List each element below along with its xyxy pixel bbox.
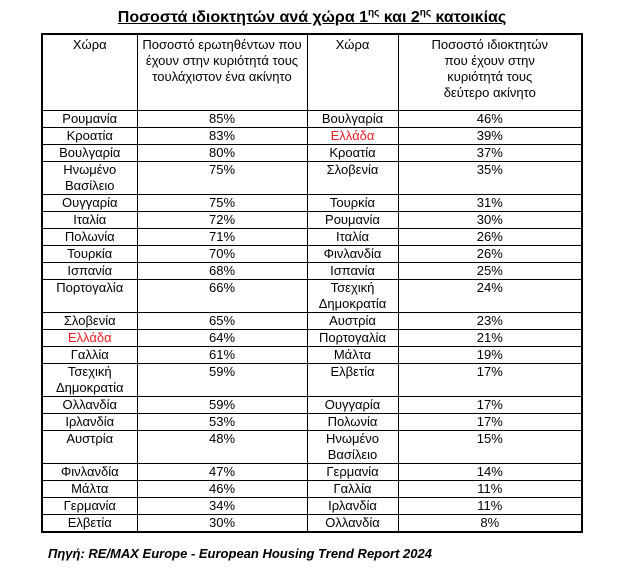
country-cell: Σλοβενία (42, 312, 137, 329)
country-cell: Ισπανία (42, 262, 137, 279)
table-row (42, 346, 582, 363)
value-cell: 83% (137, 127, 307, 144)
title-text-2: και 2 (379, 9, 420, 26)
value-cell: 53% (137, 413, 307, 430)
value-cell: 48% (137, 430, 307, 463)
value-cell: 24% (398, 279, 582, 312)
country-cell: Γερμανία (42, 497, 137, 514)
table-row (42, 211, 582, 228)
value-cell: 75% (137, 161, 307, 194)
value-cell: 46% (137, 480, 307, 497)
table-row (42, 312, 582, 329)
page-title (0, 8, 624, 28)
country-cell: Αυστρία (307, 312, 398, 329)
table-row (42, 228, 582, 245)
value-cell: 85% (137, 110, 307, 127)
value-cell: 14% (398, 463, 582, 480)
value-cell: 31% (398, 194, 582, 211)
country-cell: Πολωνία (42, 228, 137, 245)
country-cell: Πορτογαλία (42, 279, 137, 312)
country-cell: Ιταλία (42, 211, 137, 228)
table-row (42, 497, 582, 514)
table-row (42, 194, 582, 211)
table-row (42, 514, 582, 532)
country-cell: Ιρλανδία (42, 413, 137, 430)
value-cell: 8% (398, 514, 582, 532)
country-cell: Κροατία (307, 144, 398, 161)
value-cell: 68% (137, 262, 307, 279)
table-row (42, 396, 582, 413)
value-cell: 26% (398, 228, 582, 245)
table-row (42, 144, 582, 161)
ownership-table (41, 33, 583, 533)
value-cell: 17% (398, 396, 582, 413)
country-cell: Βουλγαρία (307, 110, 398, 127)
value-cell: 11% (398, 497, 582, 514)
value-cell: 61% (137, 346, 307, 363)
value-cell: 17% (398, 363, 582, 396)
value-cell: 34% (137, 497, 307, 514)
table-row (42, 480, 582, 497)
country-cell: Ισπανία (307, 262, 398, 279)
country-cell: Ηνωμένο Βασίλειο (42, 161, 137, 194)
table-row (42, 127, 582, 144)
value-cell: 47% (137, 463, 307, 480)
value-cell: 75% (137, 194, 307, 211)
country-cell: Τσεχική Δημοκρατία (42, 363, 137, 396)
value-cell: 71% (137, 228, 307, 245)
country-cell: Ολλανδία (42, 396, 137, 413)
value-cell: 30% (398, 211, 582, 228)
country-cell: Πορτογαλία (307, 329, 398, 346)
value-cell: 70% (137, 245, 307, 262)
value-cell: 72% (137, 211, 307, 228)
header-country-first: Χώρα (42, 34, 137, 110)
value-cell: 39% (398, 127, 582, 144)
header-second-residence-percent: Ποσοστό ιδιοκτητών που έχουν στην κυριότητά τους δεύτερο ακίνητο (398, 34, 582, 110)
title-superscript-1: ης (368, 7, 380, 19)
table-row (42, 413, 582, 430)
country-cell: Πολωνία (307, 413, 398, 430)
value-cell: 59% (137, 363, 307, 396)
country-cell: Βουλγαρία (42, 144, 137, 161)
title-text-1: Ποσοστά ιδιοκτητών ανά χώρα 1 (117, 9, 368, 26)
table-header (42, 34, 582, 110)
country-cell: Αυστρία (42, 430, 137, 463)
country-cell: Φινλανδία (42, 463, 137, 480)
country-cell: Σλοβενία (307, 161, 398, 194)
country-cell: Τουρκία (307, 194, 398, 211)
value-cell: 35% (398, 161, 582, 194)
country-cell: Γαλλία (42, 346, 137, 363)
value-cell: 15% (398, 430, 582, 463)
value-cell: 21% (398, 329, 582, 346)
country-cell: Ηνωμένο Βασίλειο (307, 430, 398, 463)
country-cell: Ολλανδία (307, 514, 398, 532)
table-row (42, 430, 582, 463)
table-row (42, 110, 582, 127)
source-note: Πηγή: RE/MAX Europe - European Housing Trend Report 2024 (48, 545, 432, 561)
country-cell: Ελλάδα (307, 127, 398, 144)
value-cell: 66% (137, 279, 307, 312)
header-first-residence-percent: Ποσοστό ερωτηθέντων που έχουν στην κυριότητά τους τουλάχιστον ένα ακίνητο (137, 34, 307, 110)
country-cell: Μάλτα (42, 480, 137, 497)
table-row (42, 262, 582, 279)
country-cell: Ιρλανδία (307, 497, 398, 514)
value-cell: 30% (137, 514, 307, 532)
table-row (42, 329, 582, 346)
value-cell: 64% (137, 329, 307, 346)
value-cell: 19% (398, 346, 582, 363)
country-cell: Ιταλία (307, 228, 398, 245)
country-cell: Μάλτα (307, 346, 398, 363)
value-cell: 37% (398, 144, 582, 161)
country-cell: Ουγγαρία (307, 396, 398, 413)
table-body (42, 110, 582, 532)
title-superscript-2: ης (419, 7, 432, 19)
country-cell: Ελβετία (42, 514, 137, 532)
value-cell: 17% (398, 413, 582, 430)
country-cell: Ρουμανία (42, 110, 137, 127)
country-cell: Ελλάδα (42, 329, 137, 346)
country-cell: Φινλανδία (307, 245, 398, 262)
value-cell: 23% (398, 312, 582, 329)
header-row (42, 34, 582, 110)
value-cell: 46% (398, 110, 582, 127)
value-cell: 26% (398, 245, 582, 262)
country-cell: Γερμανία (307, 463, 398, 480)
value-cell: 11% (398, 480, 582, 497)
value-cell: 65% (137, 312, 307, 329)
country-cell: Ουγγαρία (42, 194, 137, 211)
country-cell: Γαλλία (307, 480, 398, 497)
table-row (42, 245, 582, 262)
value-cell: 59% (137, 396, 307, 413)
value-cell: 25% (398, 262, 582, 279)
table-row (42, 279, 582, 312)
country-cell: Ελβετία (307, 363, 398, 396)
title-text-3: κατοικίας (431, 9, 507, 26)
country-cell: Τουρκία (42, 245, 137, 262)
table-row (42, 363, 582, 396)
country-cell: Ρουμανία (307, 211, 398, 228)
value-cell: 80% (137, 144, 307, 161)
country-cell: Τσεχική Δημοκρατία (307, 279, 398, 312)
table-row (42, 161, 582, 194)
country-cell: Κροατία (42, 127, 137, 144)
header-country-second: Χώρα (307, 34, 398, 110)
table-row (42, 463, 582, 480)
